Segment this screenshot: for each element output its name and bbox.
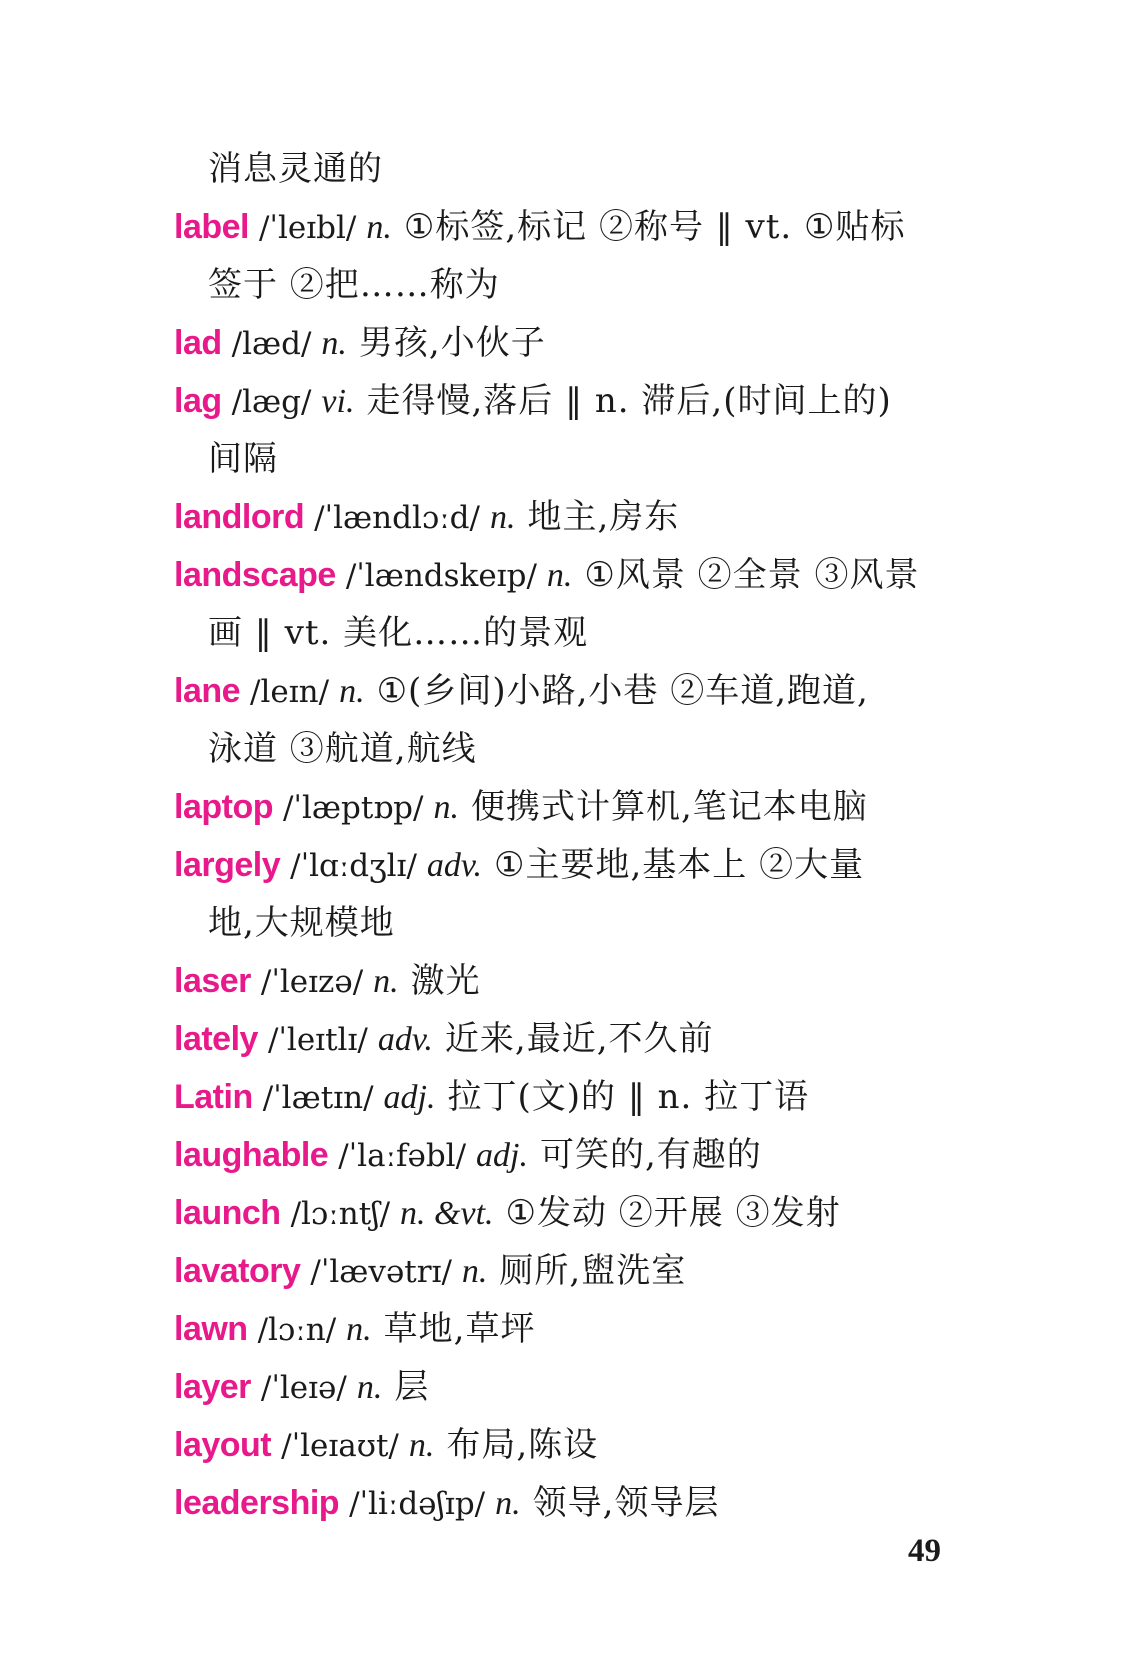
phonetic: /lɔːn/ (257, 1312, 337, 1348)
phonetic: /ˈleɪtlɪ/ (267, 1022, 368, 1058)
phonetic: /læg/ (231, 384, 312, 420)
part-of-speech: adj. (383, 1079, 436, 1116)
headword: layer (174, 1368, 251, 1406)
entry-line (174, 952, 974, 1010)
phonetic: /ˈleɪə/ (260, 1370, 347, 1406)
headword: landscape (174, 556, 336, 594)
phonetic: /leɪn/ (250, 674, 330, 710)
definition: 层 (394, 1367, 430, 1407)
definition: 领导,领导层 (532, 1483, 720, 1523)
part-of-speech: n. (489, 499, 516, 536)
headword: lavatory (174, 1252, 301, 1290)
phonetic: /ˈliːdəʃɪp/ (349, 1486, 486, 1522)
part-of-speech: adv. (377, 1021, 433, 1058)
headword: laughable (174, 1136, 329, 1174)
headword: laptop (174, 788, 273, 826)
definition: ①(乡间)小路,小巷 ②车道,跑道, (376, 671, 869, 711)
headword: largely (174, 846, 281, 884)
part-of-speech: n. (373, 963, 399, 1000)
headword: label (174, 208, 249, 246)
entry-line (174, 1184, 974, 1242)
phonetic: /ˈlɑːdʒlɪ/ (290, 848, 417, 884)
dictionary-page (174, 140, 974, 1532)
definition: 画 ‖ vt. 美化……的景观 (208, 613, 589, 653)
phonetic: /læd/ (231, 326, 312, 362)
headword: lad (174, 324, 222, 362)
phonetic: /ˈlaːfəbl/ (338, 1138, 467, 1174)
entry-line (174, 1416, 974, 1474)
phonetic: /ˈlævətrɪ/ (310, 1254, 452, 1290)
headword: lawn (174, 1310, 248, 1348)
phonetic: /ˈleɪzə/ (260, 964, 364, 1000)
entry-line (174, 430, 974, 488)
entry-line (174, 1242, 974, 1300)
part-of-speech: n. (461, 1253, 488, 1290)
entry-line (174, 372, 974, 430)
definition: 走得慢,落后 ‖ n. 滞后,(时间上的) (366, 381, 892, 421)
entry-line (174, 604, 974, 662)
entry-line (174, 1068, 974, 1126)
definition: 布局,陈设 (446, 1425, 599, 1465)
phonetic: /ˈleɪaʊt/ (281, 1428, 399, 1464)
definition: 草地,草坪 (383, 1309, 536, 1349)
part-of-speech: adv. (426, 847, 482, 884)
headword: lane (174, 672, 241, 710)
phonetic: /ˈlændlɔːd/ (314, 500, 480, 536)
part-of-speech: n. (356, 1369, 383, 1406)
phonetic: /ˈlændskeɪp/ (345, 558, 537, 594)
definition: ①标签,标记 ②称号 ‖ vt. ①贴标 (403, 207, 906, 247)
entry-line (174, 488, 974, 546)
definition: 男孩,小伙子 (358, 323, 546, 363)
phonetic: /ˈlætɪn/ (262, 1080, 374, 1116)
part-of-speech: n. &vt. (400, 1195, 494, 1232)
headword: launch (174, 1194, 281, 1232)
entry-line (174, 894, 974, 952)
entry-line (174, 1300, 974, 1358)
definition: 激光 (410, 961, 481, 1001)
definition: 消息灵通的 (208, 149, 383, 189)
entry-line (174, 198, 974, 256)
entry-line (174, 140, 974, 198)
definition: 泳道 ③航道,航线 (208, 729, 477, 769)
entry-line (174, 836, 974, 894)
definition: 签于 ②把……称为 (208, 265, 500, 305)
definition: 地主,房东 (527, 497, 680, 537)
definition: 拉丁(文)的 ‖ n. 拉丁语 (447, 1077, 810, 1117)
entry-line (174, 256, 974, 314)
part-of-speech: n. (339, 673, 365, 710)
entry-line (174, 546, 974, 604)
headword: landlord (174, 498, 305, 536)
definition: 近来,最近,不久前 (444, 1019, 714, 1059)
phonetic: /lɔːntʃ/ (290, 1196, 391, 1232)
headword: lag (174, 382, 222, 420)
definition: ①发动 ②开展 ③发射 (505, 1193, 841, 1233)
definition: 间隔 (208, 439, 278, 479)
part-of-speech: n. (366, 209, 392, 246)
part-of-speech: n. (321, 325, 347, 362)
headword: leadership (174, 1484, 340, 1522)
definition: ①主要地,基本上 ②大量 (494, 845, 865, 885)
entry-line (174, 778, 974, 836)
entry-line (174, 720, 974, 778)
definition: 便携式计算机,笔记本电脑 (470, 787, 868, 827)
part-of-speech: n. (495, 1485, 521, 1522)
entry-line (174, 662, 974, 720)
entry-line (174, 314, 974, 372)
page-number: 49 (908, 1533, 941, 1569)
part-of-speech: n. (433, 789, 459, 826)
definition: ①风景 ②全景 ③风景 (584, 555, 920, 595)
entry-line (174, 1010, 974, 1068)
part-of-speech: vi. (321, 383, 355, 420)
phonetic: /ˈleɪbl/ (258, 210, 357, 246)
part-of-speech: n. (346, 1311, 372, 1348)
definition: 可笑的,有趣的 (540, 1135, 762, 1175)
part-of-speech: adj. (476, 1137, 528, 1174)
definition: 厕所,盥洗室 (499, 1251, 687, 1291)
definition: 地,大规模地 (208, 903, 395, 943)
phonetic: /ˈlæptɒp/ (282, 790, 424, 826)
headword: laser (174, 962, 251, 1000)
entry-line (174, 1474, 974, 1532)
part-of-speech: n. (546, 557, 573, 594)
headword: Latin (174, 1078, 253, 1116)
entry-line (174, 1126, 974, 1184)
part-of-speech: n. (408, 1427, 435, 1464)
headword: lately (174, 1020, 258, 1058)
headword: layout (174, 1426, 272, 1464)
entry-line (174, 1358, 974, 1416)
